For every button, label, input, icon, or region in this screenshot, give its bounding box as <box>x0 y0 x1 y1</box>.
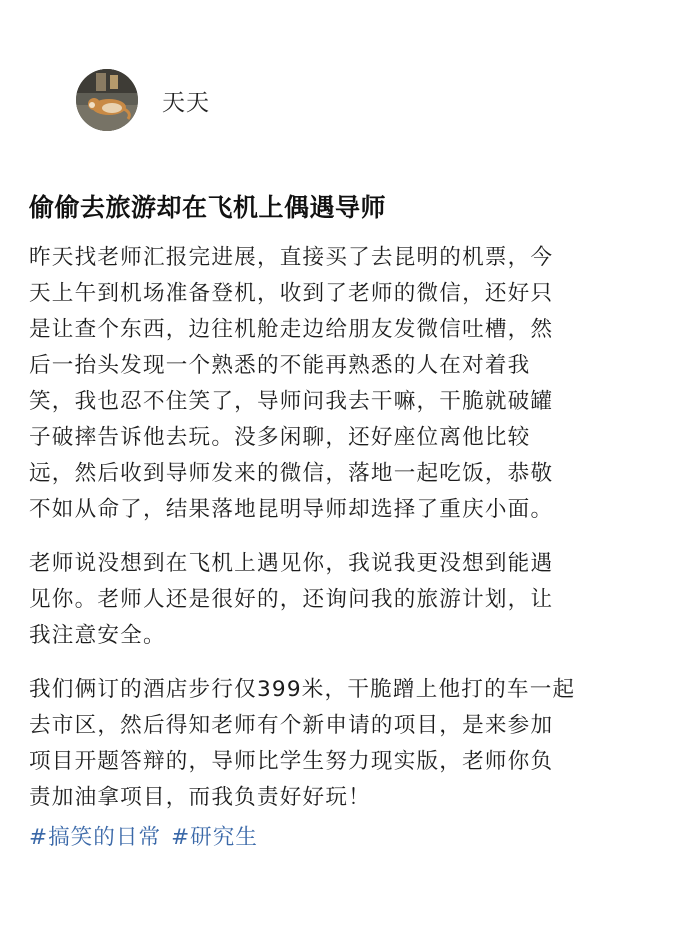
author-name[interactable]: 天天 <box>162 89 210 116</box>
cat-photo-icon <box>76 69 138 131</box>
post-title: 偷偷去旅游却在飞机上偶遇导师 <box>29 193 387 222</box>
post-body <box>29 240 663 856</box>
hashtag-link[interactable]: #研究生 <box>171 825 258 850</box>
post-paragraph: 我们俩订的酒店步行仅399米，干脆蹭上他打的车一起 去市区，然后得知老师有个新申请的项目，是来参加 项目开题答辩的，导师比学生努力现实版，老师你负 责加油拿项目，而我负责好好玩！ <box>29 677 576 810</box>
post-paragraph: 昨天找老师汇报完进展，直接买了去昆明的机票，今 天上午到机场准备登机，收到了老师的微信，还好只 是让查个东西，边往机舱走边给朋友发微信吐槽，然 后一抬头发现一个熟悉的不能再熟悉的人在对着我 笑，我也忍不住笑了，导师问我去干嘛，干脆就破罐 子破摔告诉他去玩。没多闲聊，还好座位离他比较 远，然后收到导师发来的微信，落地一起吃饭，恭敬 不如从命了，结果落地昆明导师却选择了重庆小面。 <box>29 245 554 522</box>
hashtag-row <box>29 820 663 856</box>
avatar[interactable] <box>76 69 138 131</box>
hashtag-link[interactable]: #搞笑的日常 <box>29 825 162 850</box>
post-header <box>76 68 210 132</box>
post-paragraph: 老师说没想到在飞机上遇见你，我说我更没想到能遇 见你。老师人还是很好的，还询问我的旅游计划，让 我注意安全。 <box>29 551 554 648</box>
